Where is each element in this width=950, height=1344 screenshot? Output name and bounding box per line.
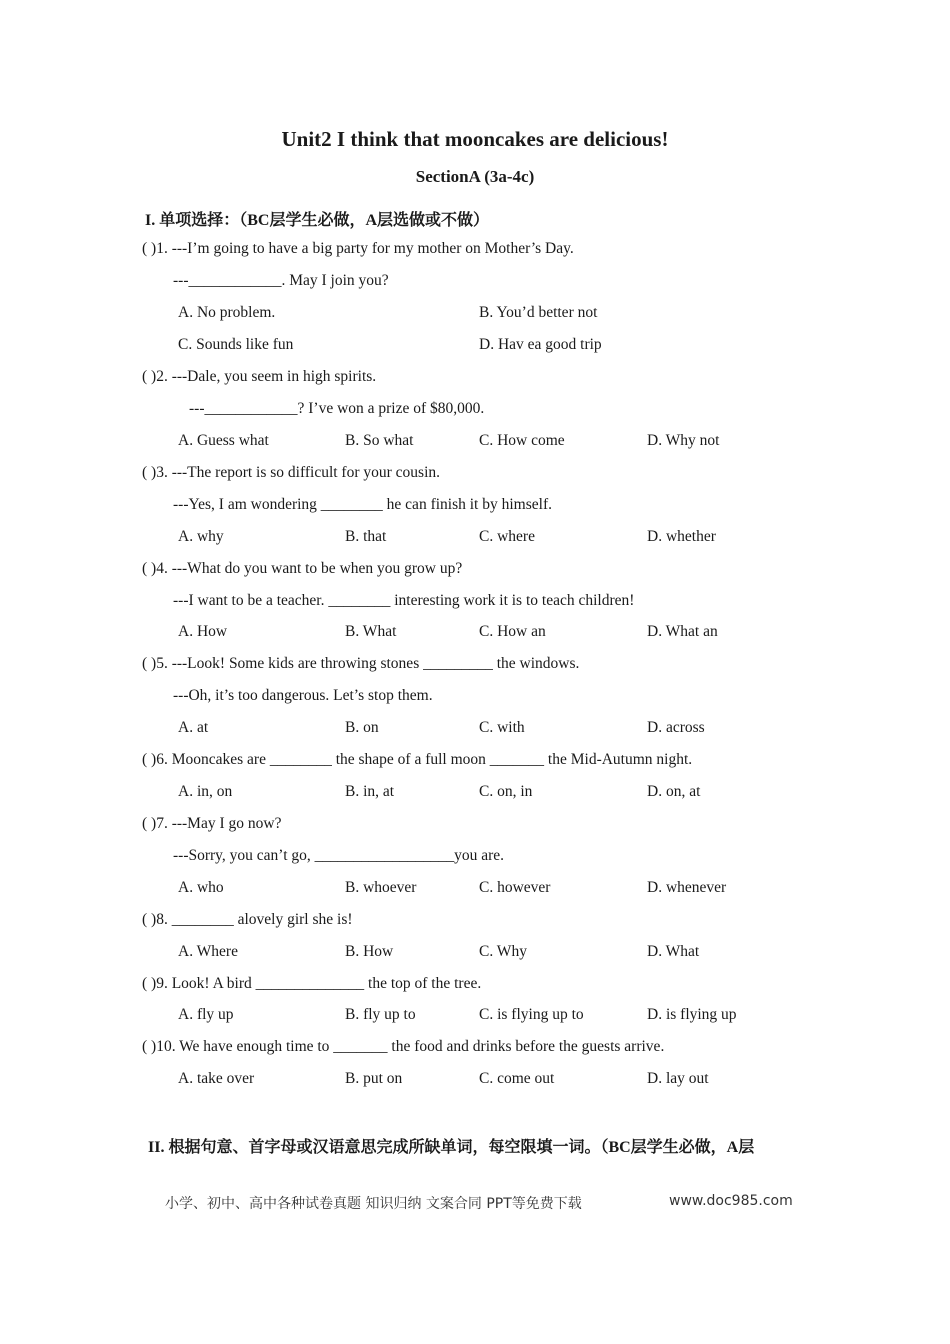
question-1-option-d: D. Hav ea good trip — [479, 336, 602, 353]
question-6-option-a: A. in, on — [178, 783, 233, 800]
question-3-option-c: C. where — [479, 528, 535, 545]
question-4-option-c: C. How an — [479, 623, 546, 640]
page-title: Unit2 I think that mooncakes are delicious! — [281, 127, 669, 151]
question-7-option-c: C. however — [479, 879, 551, 896]
question-7-option-b: B. whoever — [345, 879, 417, 896]
question-8-option-d: D. What — [647, 943, 700, 960]
question-6-option-b: B. in, at — [345, 783, 395, 800]
question-4-option-b: B. What — [345, 623, 397, 640]
question-6-option-c: C. on, in — [479, 783, 533, 800]
question-3-stem: ( )3. ---The report is so difficult for your cousin. — [142, 464, 441, 481]
question-5-stem: ( )5. ---Look! Some kids are throwing stones _________ the windows. — [142, 655, 580, 672]
question-2-option-a: A. Guess what — [178, 432, 269, 449]
question-7-option-d: D. whenever — [647, 879, 727, 896]
question-3-line2: ---Yes, I am wondering ________ he can finish it by himself. — [173, 496, 552, 513]
section-2-heading: II. 根据句意、首字母或汉语意思完成所缺单词，每空限填一词。（BC层学生必做，A层 — [148, 1139, 755, 1156]
question-4-option-d: D. What an — [647, 623, 718, 640]
footer-left-text: 小学、初中、高中各种试卷真题 知识归纳 文案合同 PPT等免费下载 — [165, 1196, 582, 1212]
question-9-option-a: A. fly up — [178, 1006, 234, 1023]
question-5-option-d: D. across — [647, 719, 705, 736]
question-10-option-d: D. lay out — [647, 1070, 709, 1087]
question-7-line2: ---Sorry, you can’t go, __________________you are. — [173, 847, 505, 864]
question-5-option-c: C. with — [479, 719, 525, 736]
question-7-option-a: A. who — [178, 879, 224, 896]
question-3-option-a: A. why — [178, 528, 224, 545]
section-1-heading: I. 单项选择：（BC层学生必做，A层选做或不做） — [145, 212, 490, 229]
question-8-stem: ( )8. ________ alovely girl she is! — [142, 911, 353, 928]
question-8-option-c: C. Why — [479, 943, 527, 960]
question-6-option-d: D. on, at — [647, 783, 701, 800]
question-9-stem: ( )9. Look! A bird ______________ the top of the tree. — [142, 975, 482, 992]
question-2-option-c: C. How come — [479, 432, 565, 449]
question-10-option-b: B. put on — [345, 1070, 403, 1087]
question-4-line2: ---I want to be a teacher. ________ interesting work it is to teach children! — [173, 592, 635, 609]
question-2-option-d: D. Why not — [647, 432, 720, 449]
question-1-stem: ( )1. ---I’m going to have a big party for my mother on Mother’s Day. — [142, 240, 574, 257]
question-9-option-b: B. fly up to — [345, 1006, 416, 1023]
question-9-option-c: C. is flying up to — [479, 1006, 584, 1023]
question-10-option-c: C. come out — [479, 1070, 555, 1087]
question-1-option-c: C. Sounds like fun — [178, 336, 294, 353]
footer-website-link[interactable]: www.doc985.com — [669, 1193, 793, 1209]
question-10-option-a: A. take over — [178, 1070, 255, 1087]
question-9-option-d: D. is flying up — [647, 1006, 737, 1023]
page-subtitle: SectionA (3a-4c) — [415, 167, 535, 186]
question-4-stem: ( )4. ---What do you want to be when you grow up? — [142, 560, 463, 577]
question-10-stem: ( )10. We have enough time to _______ the food and drinks before the guests arrive. — [142, 1038, 665, 1055]
question-2-option-b: B. So what — [345, 432, 414, 449]
question-8-option-b: B. How — [345, 943, 394, 960]
question-5-option-b: B. on — [345, 719, 379, 736]
question-7-stem: ( )7. ---May I go now? — [142, 815, 282, 832]
question-1-option-a: A. No problem. — [178, 304, 276, 321]
question-5-line2: ---Oh, it’s too dangerous. Let’s stop them. — [173, 687, 433, 704]
question-3-option-b: B. that — [345, 528, 387, 545]
question-1-option-b: B. You’d better not — [479, 304, 598, 321]
question-2-stem: ( )2. ---Dale, you seem in high spirits. — [142, 368, 377, 385]
question-5-option-a: A. at — [178, 719, 209, 736]
question-2-line2: ---____________? I’ve won a prize of $80,000. — [189, 400, 485, 417]
question-8-option-a: A. Where — [178, 943, 238, 960]
question-4-option-a: A. How — [178, 623, 228, 640]
question-3-option-d: D. whether — [647, 528, 716, 545]
question-6-stem: ( )6. Mooncakes are ________ the shape of a full moon _______ the Mid-Autumn night. — [142, 751, 693, 768]
question-1-line2: ---____________. May I join you? — [173, 272, 389, 289]
